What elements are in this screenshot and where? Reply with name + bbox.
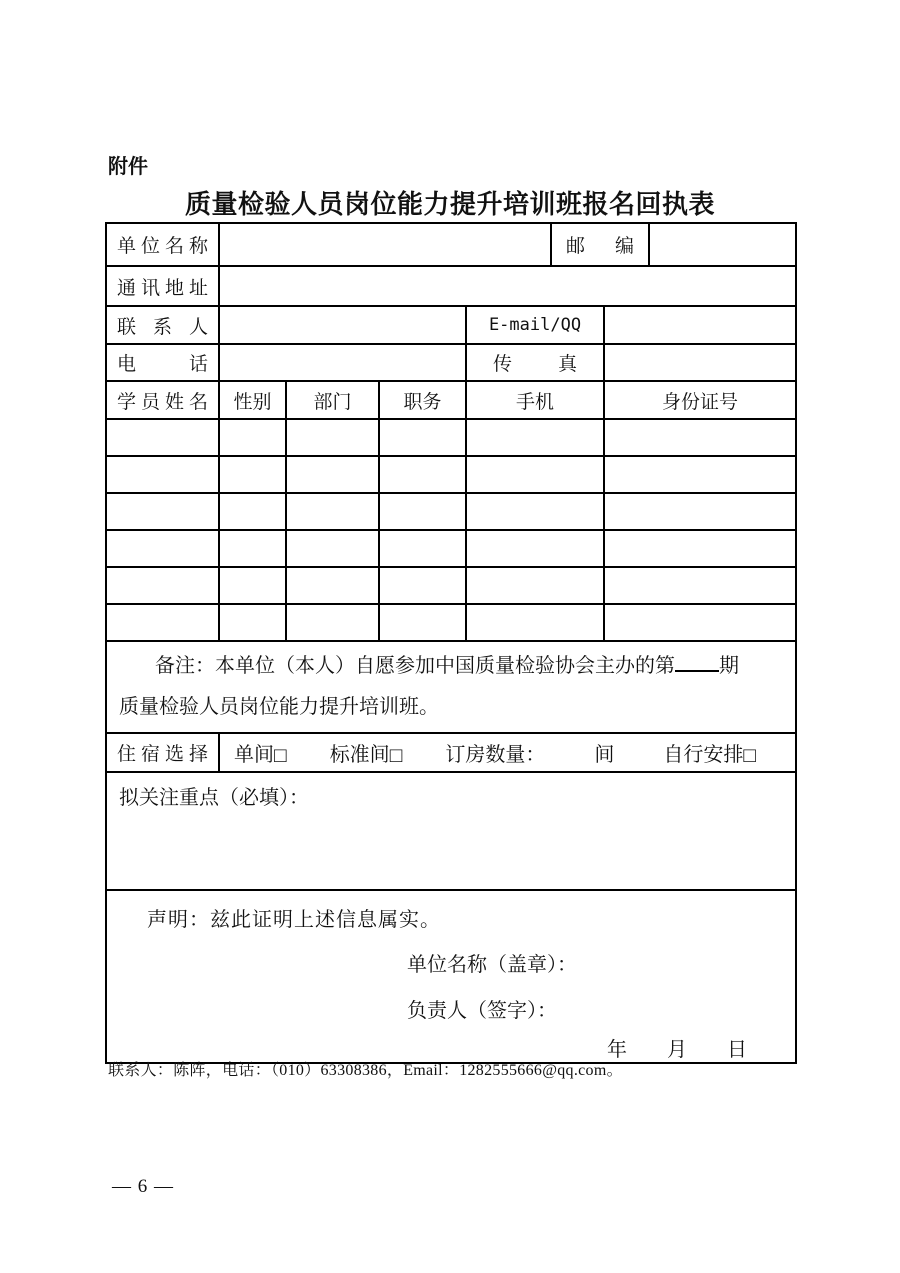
row-address bbox=[106, 266, 796, 306]
position-cell[interactable] bbox=[379, 419, 466, 456]
id-number-cell[interactable] bbox=[604, 604, 796, 641]
mobile-header: 手机 bbox=[466, 381, 604, 419]
remark-line2: 质量检验人员岗位能力提升培训班。 bbox=[119, 696, 439, 718]
fax-input-cell[interactable] bbox=[604, 344, 796, 381]
fax-label: 传 真 bbox=[466, 344, 604, 381]
gender-cell[interactable] bbox=[219, 456, 286, 493]
trainee-row bbox=[106, 456, 796, 493]
footer-contact-info: 联系人：陈阵，电话：（010）63308386，Email：1282555666@qq.com。 bbox=[108, 1062, 623, 1079]
self-arrange-label: 自行安排 bbox=[663, 743, 744, 766]
department-cell[interactable] bbox=[286, 456, 379, 493]
trainee-name-cell[interactable] bbox=[106, 419, 219, 456]
position-cell[interactable] bbox=[379, 530, 466, 567]
row-phone bbox=[106, 344, 796, 381]
declaration-statement: 声明：兹此证明上述信息属实。 bbox=[147, 909, 441, 931]
gender-cell[interactable] bbox=[219, 567, 286, 604]
department-header: 部门 bbox=[286, 381, 379, 419]
booking-qty-label: 订房数量： bbox=[445, 743, 546, 766]
standard-room-label: 标准间 bbox=[329, 743, 390, 766]
gender-cell[interactable] bbox=[219, 419, 286, 456]
mobile-cell[interactable] bbox=[466, 567, 604, 604]
remark-line1 bbox=[119, 646, 783, 687]
gender-cell[interactable] bbox=[219, 604, 286, 641]
rooms-unit-label: 间 bbox=[594, 743, 615, 766]
email-qq-input-cell[interactable] bbox=[604, 306, 796, 344]
position-header: 职务 bbox=[379, 381, 466, 419]
mobile-cell[interactable] bbox=[466, 530, 604, 567]
mobile-cell[interactable] bbox=[466, 493, 604, 530]
mobile-cell[interactable] bbox=[466, 456, 604, 493]
declaration-cell bbox=[106, 890, 796, 1063]
trainee-row bbox=[106, 530, 796, 567]
id-number-cell[interactable] bbox=[604, 493, 796, 530]
unit-seal-label: 单位名称（盖章）： bbox=[407, 954, 577, 976]
email-qq-label: E-mail/QQ bbox=[466, 306, 604, 344]
row-remark bbox=[106, 641, 796, 733]
focus-points-input-cell[interactable] bbox=[106, 772, 796, 890]
trainee-name-cell[interactable] bbox=[106, 493, 219, 530]
standard-room-checkbox[interactable]: □ bbox=[389, 742, 403, 767]
trainee-name-cell[interactable] bbox=[106, 604, 219, 641]
accommodation-options bbox=[219, 733, 796, 772]
gender-cell[interactable] bbox=[219, 493, 286, 530]
id-number-header: 身份证号 bbox=[604, 381, 796, 419]
accommodation-label: 住宿选择 bbox=[106, 733, 219, 772]
trainee-row bbox=[106, 493, 796, 530]
position-cell[interactable] bbox=[379, 493, 466, 530]
row-declaration bbox=[106, 890, 796, 1063]
position-cell[interactable] bbox=[379, 567, 466, 604]
trainee-name-cell[interactable] bbox=[106, 530, 219, 567]
position-cell[interactable] bbox=[379, 456, 466, 493]
mobile-cell[interactable] bbox=[466, 419, 604, 456]
trainee-name-cell[interactable] bbox=[106, 567, 219, 604]
remark-text-prefix: 备注：本单位（本人）自愿参加中国质量检验协会主办的第 bbox=[155, 655, 675, 677]
trainee-row bbox=[106, 604, 796, 641]
department-cell[interactable] bbox=[286, 604, 379, 641]
row-focus-points bbox=[106, 772, 796, 890]
term-number-blank[interactable] bbox=[675, 650, 719, 672]
id-number-cell[interactable] bbox=[604, 456, 796, 493]
phone-label: 电话 bbox=[106, 344, 219, 381]
registration-form-table bbox=[105, 222, 797, 1064]
signature-label: 负责人（签字）： bbox=[407, 1000, 557, 1022]
page-number: — 6 — bbox=[112, 1176, 174, 1197]
position-cell[interactable] bbox=[379, 604, 466, 641]
trainee-name-cell[interactable] bbox=[106, 456, 219, 493]
row-unit-name bbox=[106, 223, 796, 266]
unit-name-input-cell[interactable] bbox=[219, 223, 551, 266]
id-number-cell[interactable] bbox=[604, 567, 796, 604]
department-cell[interactable] bbox=[286, 530, 379, 567]
standard-room-option bbox=[330, 738, 403, 768]
unit-name-label: 单位名称 bbox=[106, 223, 219, 266]
single-room-label: 单间 bbox=[234, 743, 274, 766]
address-input-cell[interactable] bbox=[219, 266, 796, 306]
page-title: 质量检验人员岗位能力提升培训班报名回执表 bbox=[184, 189, 715, 219]
id-number-cell[interactable] bbox=[604, 419, 796, 456]
self-arrange-checkbox[interactable]: □ bbox=[743, 742, 757, 767]
address-label: 通讯地址 bbox=[106, 266, 219, 306]
row-accommodation bbox=[106, 733, 796, 772]
postal-code-input-cell[interactable] bbox=[649, 223, 796, 266]
mobile-cell[interactable] bbox=[466, 604, 604, 641]
attachment-label: 附件 bbox=[108, 156, 148, 178]
contact-person-label: 联系人 bbox=[106, 306, 219, 344]
contact-person-input-cell[interactable] bbox=[219, 306, 466, 344]
department-cell[interactable] bbox=[286, 567, 379, 604]
single-room-option bbox=[234, 738, 287, 768]
id-number-cell[interactable] bbox=[604, 530, 796, 567]
focus-points-label: 拟关注重点（必填）： bbox=[119, 787, 309, 809]
gender-header: 性别 bbox=[219, 381, 286, 419]
remark-text-suffix: 期 bbox=[719, 655, 739, 677]
single-room-checkbox[interactable]: □ bbox=[274, 742, 287, 767]
trainee-row bbox=[106, 567, 796, 604]
gender-cell[interactable] bbox=[219, 530, 286, 567]
row-contact bbox=[106, 306, 796, 344]
postal-code-label: 邮 编 bbox=[551, 223, 649, 266]
trainee-header-row bbox=[106, 381, 796, 419]
remark-cell bbox=[106, 641, 796, 733]
self-arrange-option bbox=[663, 738, 756, 768]
phone-input-cell[interactable] bbox=[219, 344, 466, 381]
department-cell[interactable] bbox=[286, 493, 379, 530]
trainee-row bbox=[106, 419, 796, 456]
trainee-name-header: 学员姓名 bbox=[106, 381, 219, 419]
department-cell[interactable] bbox=[286, 419, 379, 456]
date-line: 年 月 日 bbox=[607, 1039, 748, 1061]
